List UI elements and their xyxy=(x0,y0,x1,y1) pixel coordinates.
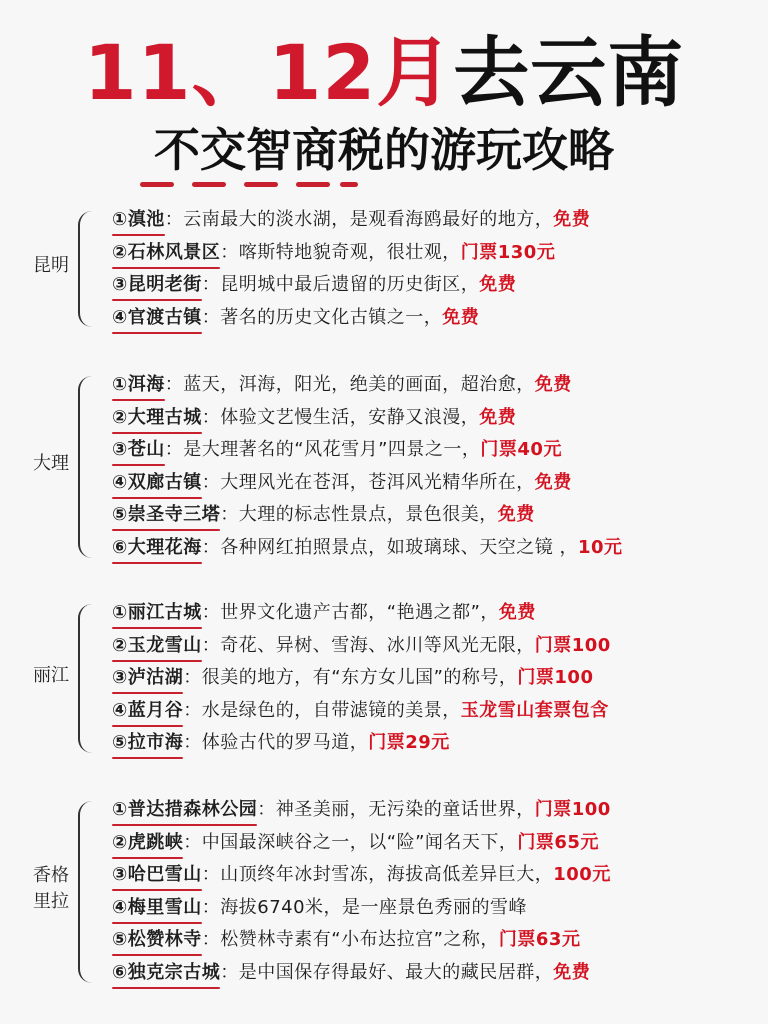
section-1 xyxy=(0,370,768,566)
list-item xyxy=(112,665,593,691)
list-item xyxy=(112,437,562,463)
attraction-desc: ：很美的地方，有“东方女儿国”的称号， xyxy=(183,667,518,689)
city-label: 昆明 xyxy=(33,255,69,277)
page-title xyxy=(0,28,768,118)
city-label: 香格里拉 xyxy=(33,864,69,912)
attraction-desc: ：体验文艺慢生活，安静又浪漫， xyxy=(201,406,480,428)
attraction-price: 门票63元 xyxy=(498,929,581,951)
attraction-desc: ：蓝天，洱海，阳光，绝美的画面，超治愈， xyxy=(164,374,535,395)
attraction-price: 门票100 xyxy=(517,667,594,689)
attraction-price: 免费 xyxy=(479,274,517,296)
page-subtitle: 不交智商税的游玩攻略 xyxy=(154,123,614,177)
attraction-price: 门票130元 xyxy=(460,241,556,263)
brace-icon xyxy=(78,376,96,558)
attraction-name: ③苍山 xyxy=(112,439,165,461)
list-item xyxy=(112,960,590,986)
attraction-price: 免费 xyxy=(534,374,572,395)
attraction-desc: ：山顶终年冰封雪冻，海拔高低差异巨大， xyxy=(201,864,554,886)
attraction-desc: ：水是绿色的，自带滤镜的美景， xyxy=(183,699,461,721)
attraction-desc: ：海拔6740米，是一座景色秀丽的雪峰 xyxy=(201,896,528,918)
attraction-desc: ：著名的历史文化古镇之一， xyxy=(201,306,443,328)
attraction-name: ①洱海 xyxy=(112,374,165,395)
city-label: 大理 xyxy=(33,452,69,474)
attraction-price: 门票29元 xyxy=(368,732,450,754)
brace-icon xyxy=(78,604,96,753)
list-item xyxy=(112,862,611,888)
attraction-price: 门票100 xyxy=(534,634,611,656)
attraction-desc: ：体验古代的罗马道， xyxy=(183,732,369,754)
attraction-desc: ：云南最大的淡水湖，是观看海鸥最好的地方， xyxy=(164,209,554,230)
attraction-name: ②玉龙雪山 xyxy=(112,634,202,656)
attraction-price: 玉龙雪山套票包含 xyxy=(460,699,609,721)
attraction-desc: ：喀斯特地貌奇观，很壮观， xyxy=(220,241,461,263)
decorative-dash xyxy=(296,182,330,187)
attraction-desc: ：大理风光在苍洱，苍洱风光精华所在， xyxy=(201,471,535,493)
attraction-desc: ：中国最深峡谷之一，以“险”闻名天下， xyxy=(183,831,518,853)
attraction-price: 门票100 xyxy=(534,799,611,820)
decorative-dash xyxy=(340,182,358,187)
list-item xyxy=(112,797,611,823)
attraction-name: ④梅里雪山 xyxy=(112,896,202,918)
decorative-dash xyxy=(140,182,174,187)
list-item xyxy=(112,502,535,528)
attraction-desc: ：昆明城中最后遗留的历史街区， xyxy=(201,274,480,296)
list-item xyxy=(112,372,572,398)
attraction-desc: ：奇花、异树、雪海、冰川等风光无限， xyxy=(201,634,535,656)
attraction-name: ③哈巴雪山 xyxy=(112,864,202,886)
attraction-desc: ：是中国保存得最好、最大的藏民居群， xyxy=(220,962,554,983)
list-item xyxy=(112,730,450,756)
attraction-desc: ：神圣美丽，无污染的童话世界， xyxy=(257,799,535,820)
attraction-price: 免费 xyxy=(553,209,591,230)
list-item xyxy=(112,895,527,921)
attraction-name: ④官渡古镇 xyxy=(112,306,202,328)
list-item xyxy=(112,830,599,856)
attraction-price: 门票65元 xyxy=(517,831,599,853)
list-item xyxy=(112,305,479,331)
attraction-price: 免费 xyxy=(497,504,535,526)
list-item xyxy=(112,207,590,233)
attraction-name: ⑥大理花海 xyxy=(112,537,202,558)
list-item xyxy=(112,698,609,724)
attraction-name: ②虎跳峡 xyxy=(112,831,184,853)
attraction-price: 免费 xyxy=(534,471,572,493)
brace-icon xyxy=(78,211,96,327)
attraction-name: ⑤崇圣寺三塔 xyxy=(112,504,221,526)
list-item xyxy=(112,405,516,431)
attraction-name: ②大理古城 xyxy=(112,406,202,428)
list-item xyxy=(112,240,555,266)
list-item xyxy=(112,633,611,659)
list-item xyxy=(112,927,580,953)
attraction-price: 免费 xyxy=(442,306,480,328)
attraction-name: ①普达措森林公园 xyxy=(112,799,258,820)
attraction-desc: ：世界文化遗产古都，“艳遇之都”， xyxy=(201,602,499,623)
attraction-name: ①滇池 xyxy=(112,209,165,230)
list-item xyxy=(112,272,516,298)
attraction-name: ①丽江古城 xyxy=(112,602,202,623)
attraction-price: 免费 xyxy=(498,602,536,623)
attraction-name: ⑤拉市海 xyxy=(112,732,184,754)
list-item xyxy=(112,535,623,561)
attraction-name: ④蓝月谷 xyxy=(112,699,184,721)
attraction-price: 免费 xyxy=(479,406,517,428)
attraction-name: ②石林风景区 xyxy=(112,241,221,263)
list-item xyxy=(112,600,536,626)
attraction-name: ③昆明老街 xyxy=(112,274,202,296)
attraction-price: 10元 xyxy=(577,537,623,558)
attraction-price: 免费 xyxy=(553,962,591,983)
decorative-dash xyxy=(244,182,278,187)
attraction-name: ⑤松赞林寺 xyxy=(112,929,202,951)
attraction-name: ⑥独克宗古城 xyxy=(112,962,221,983)
attraction-desc: ：松赞林寺素有“小布达拉宫”之称， xyxy=(201,929,499,951)
section-3 xyxy=(0,795,768,991)
list-item xyxy=(112,470,572,496)
section-0 xyxy=(0,205,768,335)
attraction-desc: ：各种网红拍照景点，如玻璃球、天空之镜 ， xyxy=(201,537,578,558)
attraction-price: 门票40元 xyxy=(480,439,562,461)
city-label: 丽江 xyxy=(33,664,69,686)
attraction-name: ④双廊古镇 xyxy=(112,471,202,493)
decorative-dash xyxy=(192,182,226,187)
attraction-desc: ：大理的标志性景点，景色很美， xyxy=(220,504,498,526)
brace-icon xyxy=(78,801,96,983)
title-main: 去云南 xyxy=(453,28,685,117)
attraction-price: 100元 xyxy=(553,864,611,886)
attraction-desc: ：是大理著名的“风花雪月”四景之一， xyxy=(164,439,481,461)
section-2 xyxy=(0,598,768,761)
attraction-name: ③泸沽湖 xyxy=(112,667,184,689)
title-highlight: 11、12月 xyxy=(83,28,454,117)
